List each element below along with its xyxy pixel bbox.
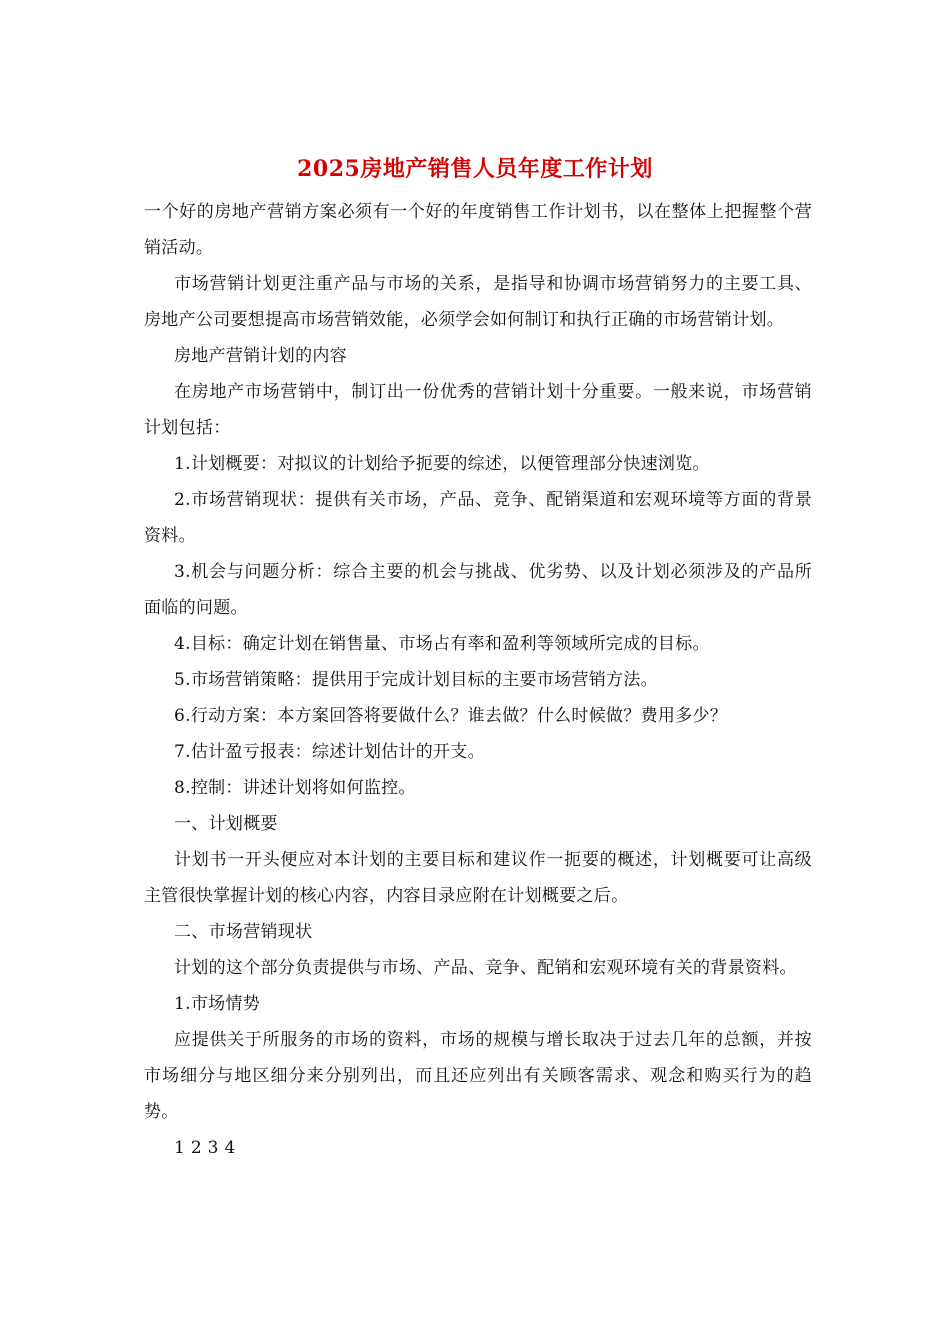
- page-numbers: 1 2 3 4: [174, 1138, 236, 1158]
- paragraph-market: 应提供关于所服务的市场的资料，市场的规模与增长取决于过去几年的总额，并按市场细分与地区细分来分别列出，而且还应列出有关顾客需求、观念和购买行为的趋势。: [144, 1030, 812, 1122]
- list-item: 6.行动方案：本方案回答将要做什么？谁去做？什么时候做？费用多少？: [174, 706, 728, 726]
- list-item: 2.市场营销现状：提供有关市场，产品、竞争、配销渠道和宏观环境等方面的背景资料。: [144, 490, 812, 546]
- subheading-market: 1.市场情势: [174, 994, 261, 1014]
- plan-items-list: [144, 446, 812, 806]
- section-heading-summary: 一、计划概要: [174, 814, 278, 834]
- list-item: 4.目标：确定计划在销售量、市场占有率和盈利等领域所完成的目标。: [174, 634, 710, 654]
- list-item: 5.市场营销策略：提供用于完成计划目标的主要市场营销方法。: [174, 670, 658, 690]
- document-title: 2025房地产销售人员年度工作计划: [297, 156, 653, 182]
- list-item: 3.机会与问题分析：综合主要的机会与挑战、优劣势、以及计划必须涉及的产品所面临的问题。: [144, 562, 812, 618]
- heading-plan-contents: 房地产营销计划的内容: [174, 346, 347, 366]
- section-heading-status: 二、市场营销现状: [174, 922, 313, 942]
- paragraph-summary: 计划书一开头便应对本计划的主要目标和建议作一扼要的概述，计划概要可让高级主管很快掌握计划的核心内容，内容目录应附在计划概要之后。: [144, 850, 812, 906]
- intro-paragraph: 一个好的房地产营销方案必须有一个好的年度销售工作计划书，以在整体上把握整个营销活动。: [144, 202, 812, 258]
- list-item: 1.计划概要：对拟议的计划给予扼要的综述，以便管理部分快速浏览。: [174, 454, 710, 474]
- list-item: 8.控制：讲述计划将如何监控。: [174, 778, 416, 798]
- paragraph-status: 计划的这个部分负责提供与市场、产品、竞争、配销和宏观环境有关的背景资料。: [174, 958, 797, 978]
- paragraph-marketing-plan: 市场营销计划更注重产品与市场的关系，是指导和协调市场营销努力的主要工具、房地产公司要想提高市场营销效能，必须学会如何制订和执行正确的市场营销计划。: [144, 274, 812, 330]
- list-item: 7.估计盈亏报表：综述计划估计的开支。: [174, 742, 485, 762]
- document-body: [144, 194, 812, 1166]
- paragraph-plan-includes: 在房地产市场营销中，制订出一份优秀的营销计划十分重要。一般来说，市场营销计划包括：: [144, 382, 812, 438]
